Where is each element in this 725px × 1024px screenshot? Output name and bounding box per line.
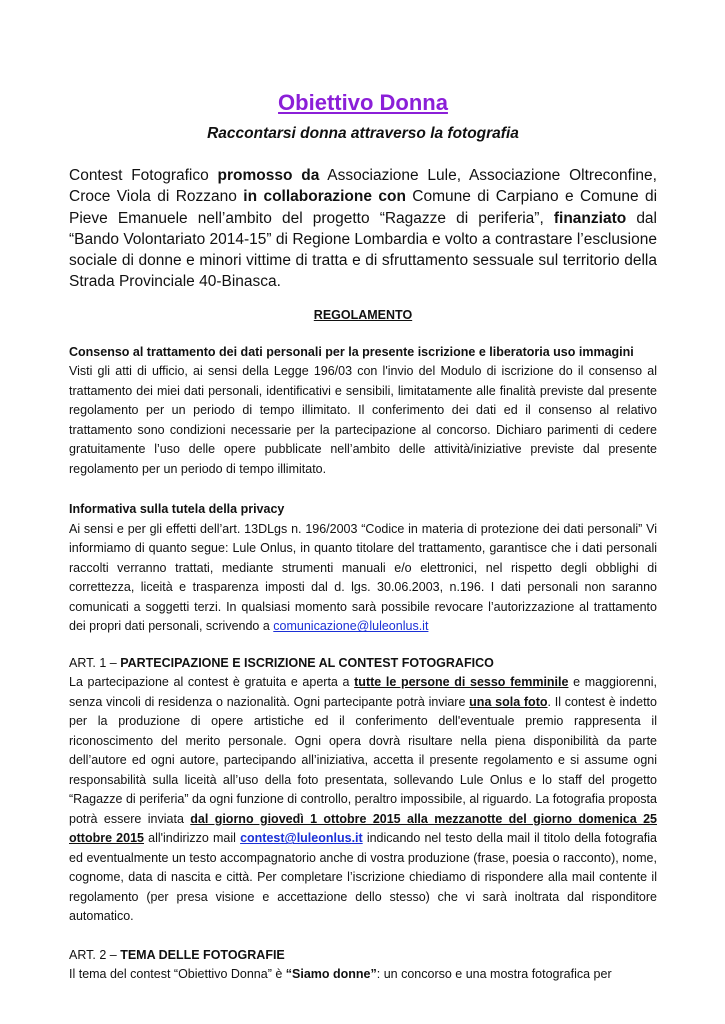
art2-body (69, 965, 657, 985)
art2-bold-1: “Siamo donne” (285, 967, 377, 982)
intro-bold-3: finanziato (553, 209, 627, 227)
art1-prefix: ART. 1 – (69, 655, 121, 670)
art1-emph-1: tutte le persone di sesso femminile (354, 675, 569, 690)
regolamento-heading: REGOLAMENTO (313, 307, 413, 322)
privacy-body (69, 520, 657, 637)
intro-paragraph (69, 165, 657, 293)
art1-emph-3: dal giorno giovedì 1 ottobre 2015 alla mezzanotte del giorno domenica 25 ottobre 2015 (69, 811, 657, 846)
art2-prefix: ART. 2 – (69, 947, 121, 962)
art1-emph-2: una sola foto (469, 694, 548, 709)
art2-heading (69, 946, 657, 966)
privacy-heading: Informativa sulla tutela della privacy (69, 502, 285, 517)
intro-text-3: Comune di Carpiano e Comune di Pieve Emanuele nell’ambito del progetto “Ragazze di periferia”, (69, 188, 658, 227)
art1-body (69, 673, 657, 927)
art1-heading (69, 654, 657, 674)
intro-bold-1: promosso da (217, 167, 320, 184)
art1-text-2: e maggiorenni, senza vincoli di residenza o nazionalità. Ogni partecipante potrà inviare (69, 675, 657, 709)
intro-bold-2: in collaborazione con (243, 188, 406, 206)
document-body (69, 90, 657, 985)
art2-text-2: : un concorso e una mostra fotografica per (376, 967, 612, 982)
art1-text-1: La partecipazione al contest è gratuita e aperta a (69, 675, 355, 690)
intro-text-1: Contest Fotografico (69, 167, 218, 184)
intro-text-4: dal “Bando Volontariato 2014-15” di Regione Lombardia e volto a contrastare l’esclusione sociale di donne e minori vittime di tratta e di sfruttamento sessuale sul territorio della Strada Provinciale 40-Binasca. (69, 209, 657, 291)
consent-body: Visti gli atti di ufficio, ai sensi della Legge 196/03 con l'invio del Modulo di iscrizione do il consenso al trattamento dei miei dati personali, identificativi e sensibili, limitatamente alle finalità previste dal presente regolamento per un periodo di tempo illimitato. Il conferimento dei dati ed il consenso al relativo trattamento sono condizioni necessarie per la partecipazione al concorso. Dichiaro parimenti di cedere gratuitamente l’uso delle opere pubblicate nell’ambito delle attività/iniziative previste dal presente regolamento per un periodo di tempo illimitato. (69, 364, 657, 476)
privacy-email-link[interactable]: comunicazione@luleonlus.it (273, 619, 429, 634)
art1-text-4: all'indirizzo mail (144, 831, 241, 846)
art1-text-5: indicando nel testo della mail il titolo della fotografia ed eventualmente un testo accompagnatorio anche di vostra produzione (frase, poesia o racconto), nome, cognome, data di nascita e città. Per completare l’iscrizione chiediamo di rispondere alla mail contente il regolamento (per presa visione e accettazione dello stesso) che vi sarà inoltrata dal risponditore automatico. (69, 831, 657, 924)
art1-title: PARTECIPAZIONE E ISCRIZIONE AL CONTEST FOTOGRAFICO (120, 655, 494, 670)
consent-heading: Consenso al trattamento dei dati personali per la presente iscrizione e liberatoria uso immagini (69, 344, 634, 359)
art1-text-3: . Il contest è indetto per la produzione di opere artistiche ed il conferimento dell'eventuale premio rappresenta il riconoscimento del merito personale. Ogni opera dovrà risultare nella piena disponibilità da parte dell’autore ed ogni autore, partecipando all’iniziativa, accetta il presente regolamento e si assume ogni responsabilità sulla liceità all’uso della foto presentata, sollevando Lule Onlus e lo staff del progetto “Ragazze di periferia” da ogni funzione di controllo, peraltro impossibile, al riguardo. La fotografia proposta potrà essere inviata (69, 694, 657, 826)
document-title: Obiettivo Donna (278, 90, 448, 115)
document-subtitle: Raccontarsi donna attraverso la fotografia (207, 125, 519, 142)
privacy-text: Ai sensi e per gli effetti dell’art. 13DLgs n. 196/2003 “Codice in materia di protezione dei dati personali” Vi informiamo di quanto segue: Lule Onlus, in quanto titolare del trattamento, garantisce che i dati personali raccolti verranno trattati, mediante strumenti manuali e/o elettronici, nel rispetto degli obblighi di correttezza, liceità e trasparenza imposti dal d. lgs. 30.06.2003, n.196. I dati personali non saranno comunicati a soggetti terzi. In qualsiasi momento sarà possibile revocare l’autorizzazione al trattamento dei propri dati personali, scrivendo a (69, 521, 657, 634)
intro-text-2: Associazione Lule, Associazione Oltreconfine, Croce Viola di Rozzano (69, 167, 657, 206)
art2-text-1: Il tema del contest “Obiettivo Donna” è (69, 967, 286, 982)
art1-email-link[interactable]: contest@luleonlus.it (240, 831, 363, 846)
art2-title: TEMA DELLE FOTOGRAFIE (120, 947, 285, 962)
